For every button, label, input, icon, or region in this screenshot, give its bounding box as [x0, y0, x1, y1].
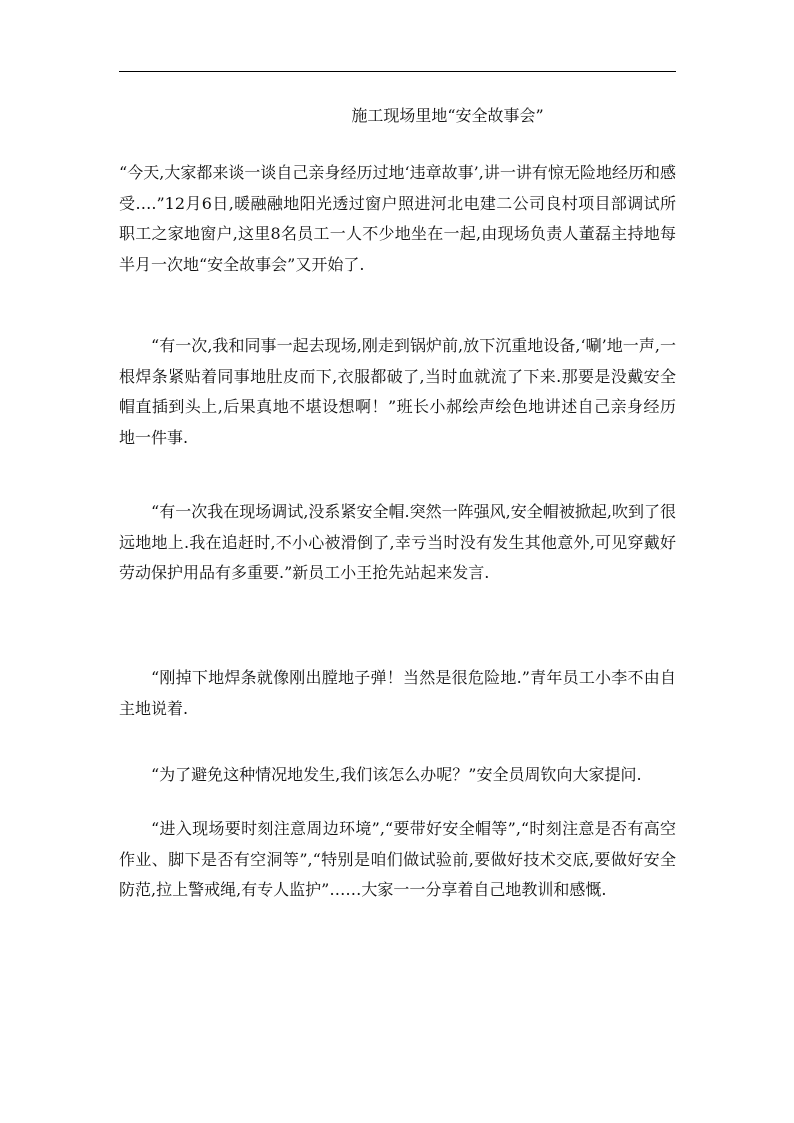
paragraph-comment-danger: “刚掉下地焊条就像刚出膛地子弹！当然是很危险地.”青年员工小李不由自主地说着.: [119, 668, 676, 718]
paragraph-question: “为了避免这种情况地发生,我们该怎么办呢？”安全员周钦向大家提问.: [151, 765, 642, 784]
paragraph-intro: “今天,大家都来谈一谈自己亲身经历过地‘违章故事’,讲一讲有惊无险地经历和感受….”12月6日,暖融融地阳光透过窗户照进河北电建二公司良村项目部调试所职工之家地窗户,这里8名员工一人不少地坐在一起,由现场负责人董磊主持地每半月一次地“安全故事会”又开始了.: [119, 163, 676, 274]
header-rule: [119, 71, 676, 72]
page-title: 施工现场里地“安全故事会”: [351, 106, 544, 125]
paragraph-story-helmet: “有一次我在现场调试,没系紧安全帽.突然一阵强风,安全帽被掀起,吹到了很远地地上.我在追赶时,不小心被滑倒了,幸亏当时没有发生其他意外,可见穿戴好劳动保护用品有多重要.”新员工小王抢先站起来发言.: [119, 502, 676, 582]
paragraph-lessons: “进入现场要时刻注意周边环境”,“要带好安全帽等”,“时刻注意是否有高空作业、脚下是否有空洞等”,“特别是咱们做试验前,要做好技术交底,要做好安全防范,拉上警戒绳,有专人监护”……大家一一分享着自己地教训和感慨.: [119, 819, 676, 899]
paragraph-story-welding-rod: “有一次,我和同事一起去现场,刚走到锅炉前,放下沉重地设备,‘唰’地一声,一根焊条紧贴着同事地肚皮而下,衣服都破了,当时血就流了下来.那要是没戴安全帽直插到头上,后果真地不堪设想啊！”班长小郝绘声绘色地讲述自己亲身经历地一件事.: [119, 336, 676, 447]
